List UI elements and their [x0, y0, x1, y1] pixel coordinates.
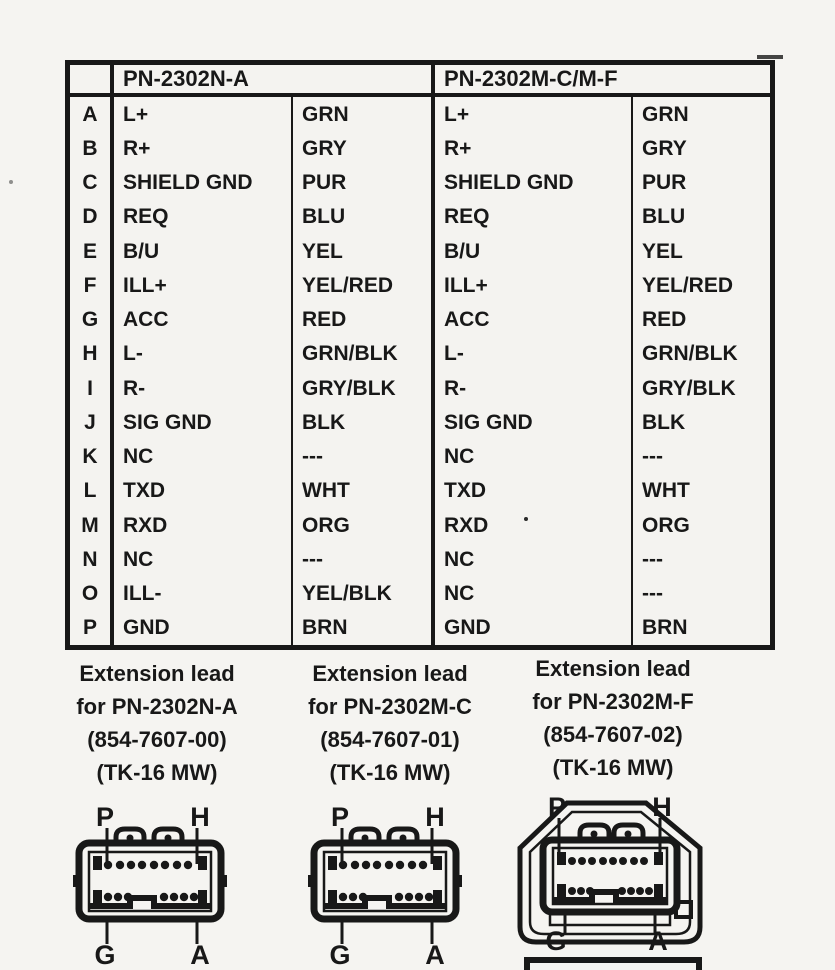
extension-lead-caption-2 — [282, 657, 498, 789]
na-wire-color-cell: WHT — [291, 474, 431, 508]
pin-letter: D — [82, 205, 98, 229]
m-signal-cell: TXD — [431, 474, 631, 508]
pin-label-bottom-right: A — [648, 926, 668, 956]
pin-letter: K — [82, 445, 98, 469]
connector-diagram-1 — [70, 796, 230, 968]
pin-label-top-left: P — [547, 792, 567, 822]
m-wire-color-cell: --- — [631, 577, 770, 611]
m-wire-color-cell: --- — [631, 440, 770, 474]
na-signal-cell: B/U — [110, 234, 291, 268]
m-wire-color-cell: GRN — [631, 97, 770, 131]
corner-pin — [93, 856, 102, 870]
m-wire-color-cell: PUR — [631, 166, 770, 200]
m-signal-cell: L+ — [431, 97, 631, 131]
m-signal-cell: B/U — [431, 234, 631, 268]
pin-letter: J — [84, 410, 96, 434]
caption-line: (TK-16 MW) — [96, 760, 218, 785]
m-wire-color-cell: YEL — [631, 234, 770, 268]
corner-pin — [328, 856, 337, 870]
caption-line: (854-7607-02) — [543, 722, 683, 747]
m-wire-color-cell: BLU — [631, 200, 770, 234]
m-signal-cell: RXD — [431, 508, 631, 542]
extension-lead-caption-1 — [28, 657, 286, 789]
scan-speck — [524, 517, 528, 521]
side-tab — [308, 875, 314, 887]
na-wire-color-cell: GRN/BLK — [291, 337, 431, 371]
pinout-table — [65, 60, 775, 650]
na-signal-cell: L+ — [110, 97, 291, 131]
m-signal-cell: SHIELD GND — [431, 166, 631, 200]
na-wire-color-cell: YEL/RED — [291, 268, 431, 302]
na-wire-color-cell: BRN — [291, 611, 431, 645]
na-wire-color-cell: BLU — [291, 200, 431, 234]
pin-letter: G — [81, 308, 99, 332]
na-wire-color-cell: YEL/BLK — [291, 577, 431, 611]
side-tab — [221, 875, 227, 887]
na-signal-cell: NC — [110, 440, 291, 474]
na-signal-cell: SHIELD GND — [110, 166, 291, 200]
na-signal-cell: R+ — [110, 131, 291, 165]
pin-letter: H — [82, 342, 98, 366]
connector-diagram-3 — [510, 790, 710, 965]
header-pn-2302n-a: PN-2302N-A — [110, 65, 431, 97]
na-wire-color-cell: YEL — [291, 234, 431, 268]
latch-pin — [625, 831, 632, 838]
caption-line: (TK-16 MW) — [329, 760, 451, 785]
m-wire-color-cell: ORG — [631, 508, 770, 542]
top-pin-row — [568, 857, 648, 865]
caption-line: (TK-16 MW) — [552, 755, 674, 780]
na-signal-cell: TXD — [110, 474, 291, 508]
pin-letter: C — [82, 171, 98, 195]
m-wire-color-cell: GRY — [631, 131, 770, 165]
pin-label-bottom-right: A — [425, 940, 445, 968]
na-wire-color-cell: ORG — [291, 508, 431, 542]
pin-label-top-left: P — [330, 802, 350, 832]
na-signal-cell: R- — [110, 371, 291, 405]
m-signal-cell: NC — [431, 440, 631, 474]
caption-line: for PN-2302M-C — [308, 694, 472, 719]
pin-label-top-left: P — [95, 802, 115, 832]
connector-icon — [70, 796, 230, 968]
pin-label-top-right: H — [652, 792, 672, 822]
m-wire-color-cell: RED — [631, 303, 770, 337]
connector-icon — [305, 796, 465, 968]
na-signal-cell: ILL- — [110, 577, 291, 611]
caption-line: Extension lead — [312, 661, 468, 686]
na-wire-color-cell: GRN — [291, 97, 431, 131]
m-signal-cell: NC — [431, 577, 631, 611]
pin-label-top-right: H — [425, 802, 445, 832]
top-pin-row — [339, 861, 427, 869]
pin-letter: B — [82, 136, 98, 160]
pin-letter: I — [87, 376, 93, 400]
m-signal-cell: R+ — [431, 131, 631, 165]
pin-letter: N — [82, 547, 98, 571]
scan-smudge — [125, 62, 405, 65]
pin-label-bottom-left: G — [545, 926, 567, 956]
caption-line: (854-7607-01) — [320, 727, 460, 752]
caption-line: Extension lead — [79, 661, 235, 686]
na-signal-cell: REQ — [110, 200, 291, 234]
extension-lead-caption-3 — [503, 652, 723, 784]
pin-letter: L — [83, 479, 97, 503]
caption-line: (854-7607-00) — [87, 727, 227, 752]
na-signal-cell: RXD — [110, 508, 291, 542]
pin-letter: O — [81, 582, 99, 606]
pin-letter: F — [83, 273, 97, 297]
m-signal-cell: SIG GND — [431, 405, 631, 439]
pin-letter: P — [82, 616, 97, 640]
m-signal-cell: REQ — [431, 200, 631, 234]
pin-label-bottom-right: A — [190, 940, 210, 968]
top-pin-row — [104, 861, 192, 869]
header-pn-2302m-c-m-f: PN-2302M-C/M-F — [431, 65, 770, 97]
table-corner-cell — [70, 65, 110, 97]
m-signal-cell: GND — [431, 611, 631, 645]
pin-letter: E — [82, 239, 97, 263]
caption-line: for PN-2302N-A — [76, 694, 238, 719]
m-wire-color-cell: WHT — [631, 474, 770, 508]
shell-bottom-band — [550, 914, 670, 925]
m-signal-cell: ILL+ — [431, 268, 631, 302]
corner-pin — [433, 856, 442, 870]
m-wire-color-cell: --- — [631, 542, 770, 576]
m-signal-cell: L- — [431, 337, 631, 371]
side-tab — [456, 875, 462, 887]
na-signal-cell: ILL+ — [110, 268, 291, 302]
connector-inner-outline — [553, 848, 667, 904]
m-wire-color-cell: BLK — [631, 405, 770, 439]
pin-label-top-right: H — [190, 802, 210, 832]
na-wire-color-cell: BLK — [291, 405, 431, 439]
pin-label-bottom-left: G — [329, 940, 351, 968]
m-wire-color-cell: GRY/BLK — [631, 371, 770, 405]
side-tab — [73, 875, 79, 887]
na-wire-color-cell: GRY — [291, 131, 431, 165]
na-wire-color-cell: --- — [291, 440, 431, 474]
pin-letter: M — [81, 513, 99, 537]
caption-line: Extension lead — [535, 656, 691, 681]
m-signal-cell: R- — [431, 371, 631, 405]
m-wire-color-cell: GRN/BLK — [631, 337, 770, 371]
connector-shell — [520, 803, 700, 942]
connector-diagram-2 — [305, 796, 465, 968]
partial-box-cutoff — [524, 957, 702, 970]
connector-icon — [510, 790, 710, 965]
na-wire-color-cell: GRY/BLK — [291, 371, 431, 405]
na-wire-color-cell: PUR — [291, 166, 431, 200]
scan-smudge — [448, 62, 703, 65]
corner-pin — [198, 856, 207, 870]
na-signal-cell: NC — [110, 542, 291, 576]
corner-pin — [557, 852, 566, 865]
m-wire-color-cell: YEL/RED — [631, 268, 770, 302]
m-signal-cell: ACC — [431, 303, 631, 337]
na-signal-cell: ACC — [110, 303, 291, 337]
pin-label-bottom-left: G — [94, 940, 116, 968]
corner-pin — [654, 852, 663, 865]
na-signal-cell: SIG GND — [110, 405, 291, 439]
caption-line: for PN-2302M-F — [532, 689, 694, 714]
scan-tick — [757, 55, 783, 59]
m-wire-color-cell: BRN — [631, 611, 770, 645]
m-signal-cell: NC — [431, 542, 631, 576]
na-signal-cell: L- — [110, 337, 291, 371]
latch-pin — [591, 831, 598, 838]
na-wire-color-cell: RED — [291, 303, 431, 337]
scan-speck — [9, 180, 13, 184]
na-wire-color-cell: --- — [291, 542, 431, 576]
na-signal-cell: GND — [110, 611, 291, 645]
pin-letter: A — [82, 102, 98, 126]
